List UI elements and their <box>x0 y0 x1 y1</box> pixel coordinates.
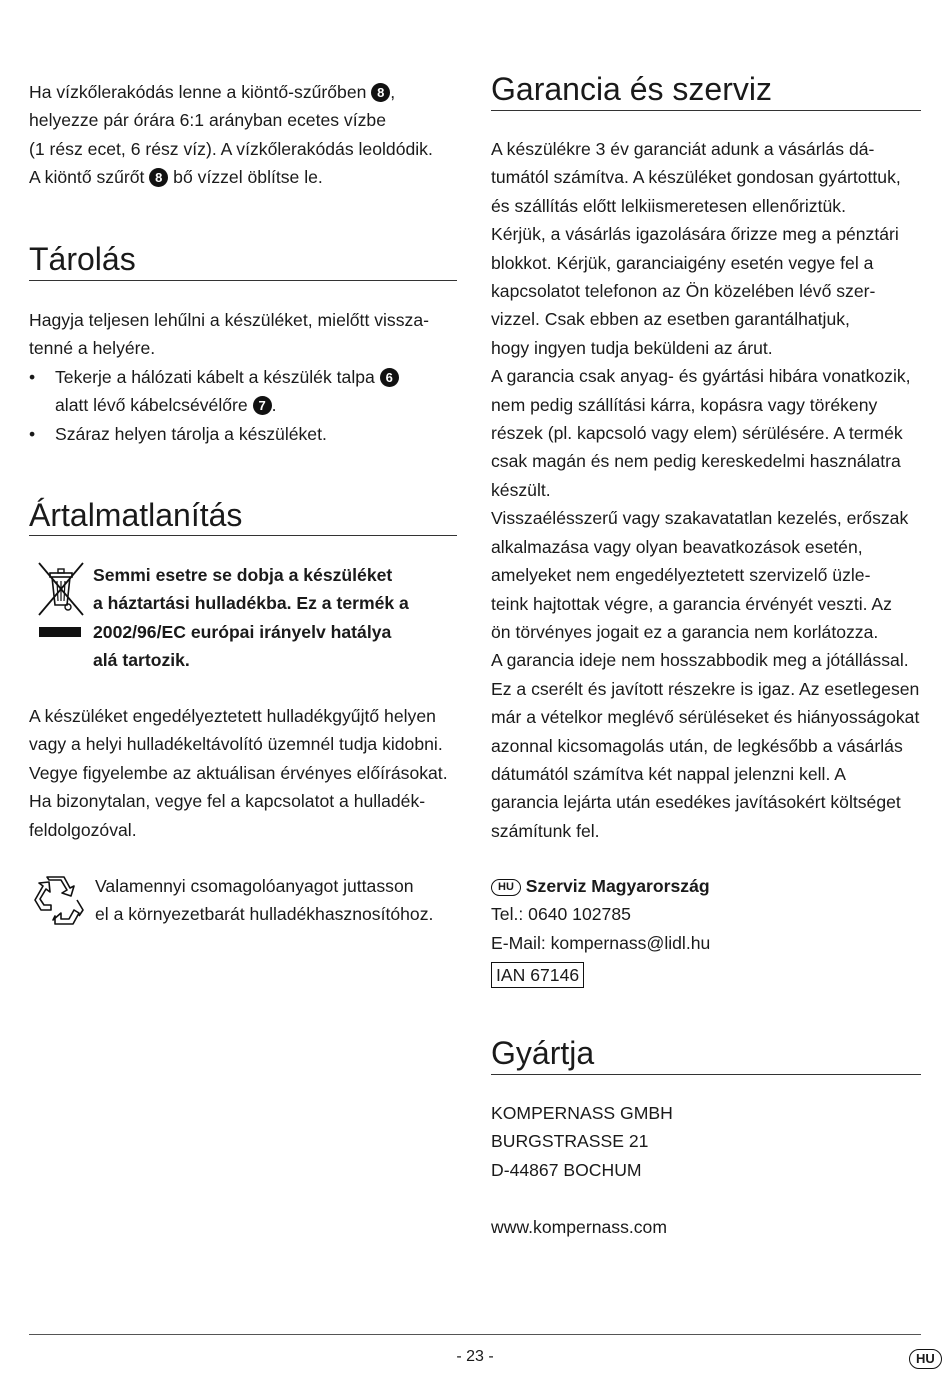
warranty-line: vizzel. Csak ebben az esetben garantálhatjuk, <box>491 309 850 330</box>
storage-bullet-1: • Tekerje a hálózati kábelt a készülék talpa 6 <box>29 363 429 391</box>
warranty-line: blokkot. Kérjük, garanciaigény esetén vegye fel a <box>491 252 874 273</box>
part-number-6: 6 <box>380 368 399 387</box>
warranty-line: garancia lejárta után esedékes javításokért költséget <box>491 792 901 813</box>
service-email: E-Mail: kompernass@lidl.hu <box>491 932 711 953</box>
intro-line-2: helyezze pár órára 6:1 arányban ecetes vízbe <box>29 110 386 131</box>
warranty-paragraph <box>491 135 919 845</box>
warranty-line: tumától számítva. A készüléket gondosan gyártottuk, <box>491 167 901 188</box>
storage-bullet-2: • Száraz helyen tárolja a készüléket. <box>29 423 327 444</box>
disposal-heading: Ártalmatlanítás <box>29 497 243 533</box>
manufacturer-heading: Gyártja <box>491 1035 595 1071</box>
warranty-line: és szállítás előtt lelkiismeretesen ellenőriztük. <box>491 195 846 216</box>
language-badge: HU <box>909 1349 942 1369</box>
page-number: - 23 - <box>456 1348 494 1365</box>
warranty-line: teink hajtottak végre, a garancia érvényét veszti. Az <box>491 593 892 614</box>
warranty-line: azonnal kicsomagolás után, de legkésőbb a vásárlás <box>491 735 903 756</box>
disposal-divider <box>29 535 457 536</box>
storage-divider <box>29 280 457 281</box>
ian-number: IAN 67146 <box>491 962 584 988</box>
warranty-line: A garancia ideje nem hosszabbodik meg a jótállással. <box>491 650 909 671</box>
warranty-line: A garancia csak anyag- és gyártási hibára vonatkozik, <box>491 366 911 387</box>
recycle-icon <box>31 872 87 928</box>
descaling-paragraph: Ha vízkőlerakódás lenne a kiöntő-szűrőben 8 , helyezze pár órára 6:1 arányban ecetes vízbe (1 rész ecet, 6 rész víz). A vízkőlerakódás leoldódik. A kiöntő szűrőt 8 bő vízzel öblítse le. <box>29 82 433 188</box>
part-number-8: 8 <box>371 83 390 102</box>
disposal-paragraph: A készüléket engedélyeztetett hulladékgyűjtő helyen vagy a helyi hulladékeltávolító üzemnél tudja kidobni. Vegye figyelembe az aktuálisan érvényes előírásokat. Ha bizonytalan, vegye fel a kapcsolatot a hulladék- feldolgozóval. <box>29 706 448 840</box>
warranty-line: kapcsolatot telefonon az Ön közelében lévő szer- <box>491 281 876 302</box>
warranty-line: részek (pl. kapcsoló vagy elem) sérülésére. A termék <box>491 423 903 444</box>
manufacturer-website[interactable]: www.kompernass.com <box>491 1217 667 1237</box>
storage-heading: Tárolás <box>29 241 136 277</box>
warranty-line: dátumától számítva két nappal jelenzni kell. A <box>491 763 847 784</box>
service-name: Szerviz Magyarország <box>525 876 710 896</box>
warranty-line: nem pedig szállítási kárra, kopásra vagy törékeny <box>491 394 878 415</box>
warranty-line: A készülékre 3 év garanciát adunk a vásárlás dá- <box>491 139 875 159</box>
footer-divider <box>29 1334 921 1335</box>
warranty-line: számítunk fel. <box>491 820 600 841</box>
part-number-8: 8 <box>149 168 168 187</box>
storage-paragraph: Hagyja teljesen lehűlni a készüléket, mielőtt vissza- tenné a helyére. • Tekerje a hálózati kábelt a készülék talpa 6 alatt lévő kábelcsévélőre 7 . • Száraz helyen tárolja a készüléket. <box>29 306 429 448</box>
intro-line-3: (1 rész ecet, 6 rész víz). A vízkőlerakódás leoldódik. <box>29 138 433 159</box>
warranty-line: ön törvényes jogait ez a garancia nem korlátozza. <box>491 621 879 642</box>
intro-line-4: A kiöntő szűrőt <box>29 167 150 188</box>
warranty-divider <box>491 110 921 111</box>
warranty-heading: Garancia és szerviz <box>491 71 772 107</box>
part-number-7: 7 <box>253 396 272 415</box>
manufacturer-divider <box>491 1074 921 1075</box>
warranty-line: már a vételkor meglévő sérüléseket és hiányosságokat <box>491 707 920 728</box>
intro-line-1: Ha vízkőlerakódás lenne a kiöntő-szűrőben <box>29 82 372 102</box>
recycling-note: Valamennyi csomagolóanyagot juttasson el a környezetbarát hulladékhasznosítóhoz. <box>95 876 434 925</box>
warranty-line: Ez a cserélt és javított részekre is igaz. Az esetlegesen <box>491 678 920 699</box>
warranty-line: hogy ingyen tudja beküldeni az árut. <box>491 337 773 358</box>
warranty-line: csak magán és nem pedig kereskedelmi használatra <box>491 451 901 472</box>
manufacturer-address: KOMPERNASS GMBH BURGSTRASSE 21 D-44867 BOCHUM <box>491 1103 673 1180</box>
warranty-line: alkalmazása vagy olyan beavatkozások esetén, <box>491 536 863 557</box>
warranty-line: Kérjük, a vásárlás igazolására őrizze meg a pénztári <box>491 224 899 245</box>
service-phone: Tel.: 0640 102785 <box>491 904 631 925</box>
crossed-bin-icon <box>35 561 85 641</box>
service-contact <box>491 872 710 990</box>
warranty-line: készült. <box>491 479 551 500</box>
country-badge: HU <box>491 879 521 896</box>
warranty-line: Visszaélésszerű vagy szakavatatlan kezelés, erőszak <box>491 508 909 529</box>
disposal-warning: Semmi esetre se dobja a készüléket a háztartási hulladékba. Ez a termék a 2002/96/EC európai irányelv hatálya alá tartozik. <box>93 565 409 671</box>
warranty-line: amelyeket nem engedélyeztetett szervizelő üzle- <box>491 565 871 586</box>
